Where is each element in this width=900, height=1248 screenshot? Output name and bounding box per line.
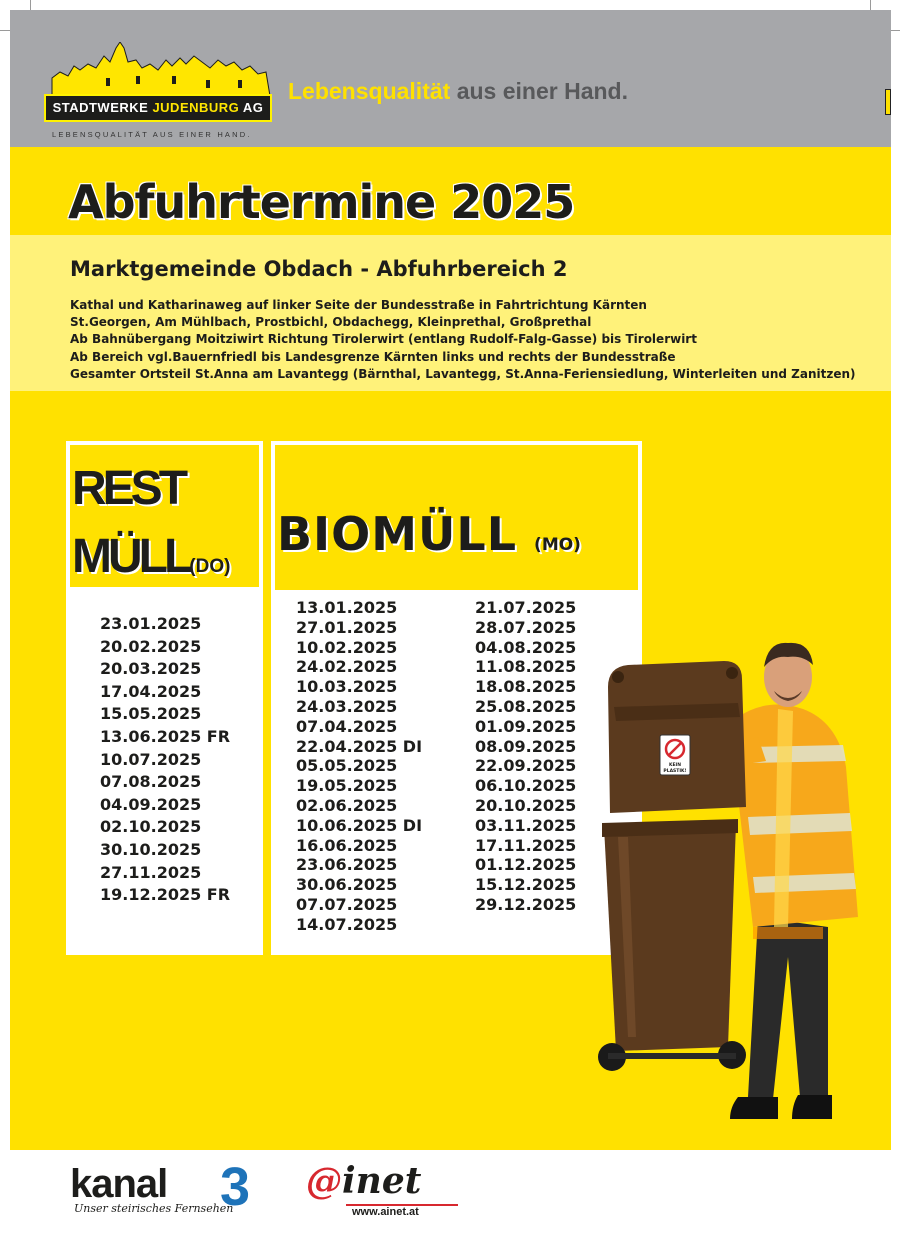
date-item: 15.12.2025 bbox=[475, 875, 577, 895]
worker-with-bin-illustration bbox=[588, 627, 888, 1147]
edge-mark bbox=[885, 89, 891, 115]
main-content bbox=[10, 147, 891, 1150]
biomuell-dates-col1 bbox=[296, 598, 422, 935]
area-title: Marktgemeinde Obdach - Abfuhrbereich 2 bbox=[70, 257, 568, 281]
kanal3-number: 3 bbox=[220, 1157, 251, 1217]
kanal3-logo bbox=[70, 1157, 290, 1218]
ainet-url: www.ainet.at bbox=[352, 1206, 419, 1218]
ainet-logo bbox=[306, 1160, 466, 1220]
date-item: 21.07.2025 bbox=[475, 598, 577, 617]
area-line: Ab Bahnübergang Moitziwirt Richtung Tirolerwirt (entlang Rudolf-Falg-Gasse) bis Tirolerwirt bbox=[70, 332, 697, 347]
biomuell-panel bbox=[271, 441, 642, 955]
date-item: 20.02.2025 bbox=[100, 636, 202, 656]
date-item: 13.01.2025 bbox=[296, 598, 398, 617]
date-item: 11.08.2025 bbox=[475, 657, 577, 677]
date-item: 10.03.2025 bbox=[296, 677, 398, 697]
date-item: 24.02.2025 bbox=[296, 657, 398, 677]
restmuell-title-line1: REST bbox=[72, 462, 185, 515]
kanal3-word: kanal bbox=[70, 1162, 168, 1206]
restmuell-title-line2 bbox=[72, 529, 230, 584]
date-item: 19.05.2025 bbox=[296, 776, 398, 796]
restmuell-dates bbox=[100, 613, 230, 907]
date-item: 29.12.2025 bbox=[475, 894, 577, 914]
logo-name-part: STADTWERKE bbox=[52, 100, 153, 115]
date-item: 04.09.2025 bbox=[100, 794, 202, 814]
slogan-highlight: Lebensqualität bbox=[288, 78, 451, 104]
date-item: 16.06.2025 bbox=[296, 835, 398, 855]
date-item: 14.07.2025 bbox=[296, 914, 398, 934]
area-description bbox=[70, 297, 856, 383]
date-item: 25.08.2025 bbox=[475, 696, 577, 716]
restmuell-day: (DO) bbox=[189, 556, 231, 577]
date-item: 18.08.2025 bbox=[475, 677, 577, 697]
sticker-text: KEIN bbox=[668, 763, 682, 768]
ainet-word-text: inet bbox=[342, 1160, 422, 1202]
date-item: 07.08.2025 bbox=[100, 772, 202, 792]
date-item: 08.09.2025 bbox=[475, 736, 577, 756]
skyline-icon bbox=[46, 42, 272, 98]
date-item: 02.10.2025 bbox=[100, 817, 202, 837]
date-item: 01.12.2025 bbox=[475, 855, 577, 875]
date-item: 17.11.2025 bbox=[475, 835, 577, 855]
area-line: St.Georgen, Am Mühlbach, Prostbichl, Obdachegg, Kleinprethal, Großprethal bbox=[70, 315, 592, 330]
logo-name bbox=[46, 96, 270, 120]
date-item: 20.10.2025 bbox=[475, 795, 577, 815]
date-item: 02.06.2025 bbox=[296, 795, 398, 815]
date-item: 28.07.2025 bbox=[475, 617, 577, 637]
restmuell-panel bbox=[66, 441, 263, 955]
date-item: 17.04.2025 bbox=[100, 681, 202, 701]
restmuell-title-text: MÜLL bbox=[72, 530, 190, 583]
date-item: 22.04.2025 DI bbox=[296, 736, 423, 756]
page-title: Abfuhrtermine 2025 bbox=[68, 175, 575, 229]
date-item: 07.07.2025 bbox=[296, 894, 398, 914]
logo-tagline: LEBENSQUALITÄT AUS EINER HAND. bbox=[52, 130, 252, 139]
header-banner bbox=[10, 10, 891, 147]
date-item: 23.06.2025 bbox=[296, 855, 398, 875]
date-item: 01.09.2025 bbox=[475, 716, 577, 736]
ainet-at-icon: @ bbox=[306, 1160, 342, 1202]
date-item: 30.06.2025 bbox=[296, 875, 398, 895]
date-item: 05.05.2025 bbox=[296, 756, 398, 776]
date-item: 07.04.2025 bbox=[296, 716, 398, 736]
date-item: 22.09.2025 bbox=[475, 756, 577, 776]
area-info-box bbox=[10, 235, 891, 391]
date-item: 30.10.2025 bbox=[100, 839, 202, 859]
biomuell-day: (MO) bbox=[534, 535, 581, 555]
date-item: 13.06.2025 FR bbox=[100, 726, 231, 746]
date-item: 04.08.2025 bbox=[475, 637, 577, 657]
slogan bbox=[288, 78, 628, 105]
date-item: 15.05.2025 bbox=[100, 704, 202, 724]
date-item: 19.12.2025 FR bbox=[100, 885, 231, 905]
area-line: Ab Bereich vgl.Bauernfriedl bis Landesgrenze Kärnten links und rechts der Bundesstraße bbox=[70, 349, 676, 364]
date-item: 24.03.2025 bbox=[296, 696, 398, 716]
logo-name-highlight: JUDENBURG bbox=[152, 100, 240, 115]
date-item: 10.06.2025 DI bbox=[296, 815, 423, 835]
date-item: 03.11.2025 bbox=[475, 815, 577, 835]
date-item: 06.10.2025 bbox=[475, 776, 577, 796]
date-item: 27.01.2025 bbox=[296, 617, 398, 637]
biomuell-title bbox=[277, 507, 581, 561]
date-item: 10.07.2025 bbox=[100, 749, 202, 769]
logo-name-part: AG bbox=[239, 100, 264, 115]
biomuell-title-text: BIOMÜLL bbox=[277, 507, 535, 561]
sticker-text: PLASTIK! bbox=[663, 769, 687, 774]
footer bbox=[0, 1150, 900, 1248]
biomuell-dates-col2 bbox=[475, 598, 576, 915]
date-item: 27.11.2025 bbox=[100, 862, 202, 882]
slogan-rest: aus einer Hand. bbox=[450, 78, 628, 104]
area-line: Kathal und Katharinaweg auf linker Seite der Bundesstraße in Fahrtrichtung Kärnten bbox=[70, 298, 647, 312]
restmuell-header bbox=[70, 445, 259, 587]
biomuell-header bbox=[275, 445, 638, 590]
date-item: 23.01.2025 bbox=[100, 614, 202, 633]
kanal3-tagline: Unser steirisches Fernsehen bbox=[74, 1202, 234, 1215]
stadtwerke-logo bbox=[44, 42, 274, 139]
logo-nameplate bbox=[44, 94, 272, 122]
date-item: 10.02.2025 bbox=[296, 637, 398, 657]
area-line: Gesamter Ortsteil St.Anna am Lavantegg (Bärnthal, Lavantegg, St.Anna-Feriensiedlung, Winterleiten und Zanitzen) bbox=[70, 366, 856, 381]
ainet-word bbox=[306, 1160, 421, 1202]
date-item: 20.03.2025 bbox=[100, 659, 202, 679]
